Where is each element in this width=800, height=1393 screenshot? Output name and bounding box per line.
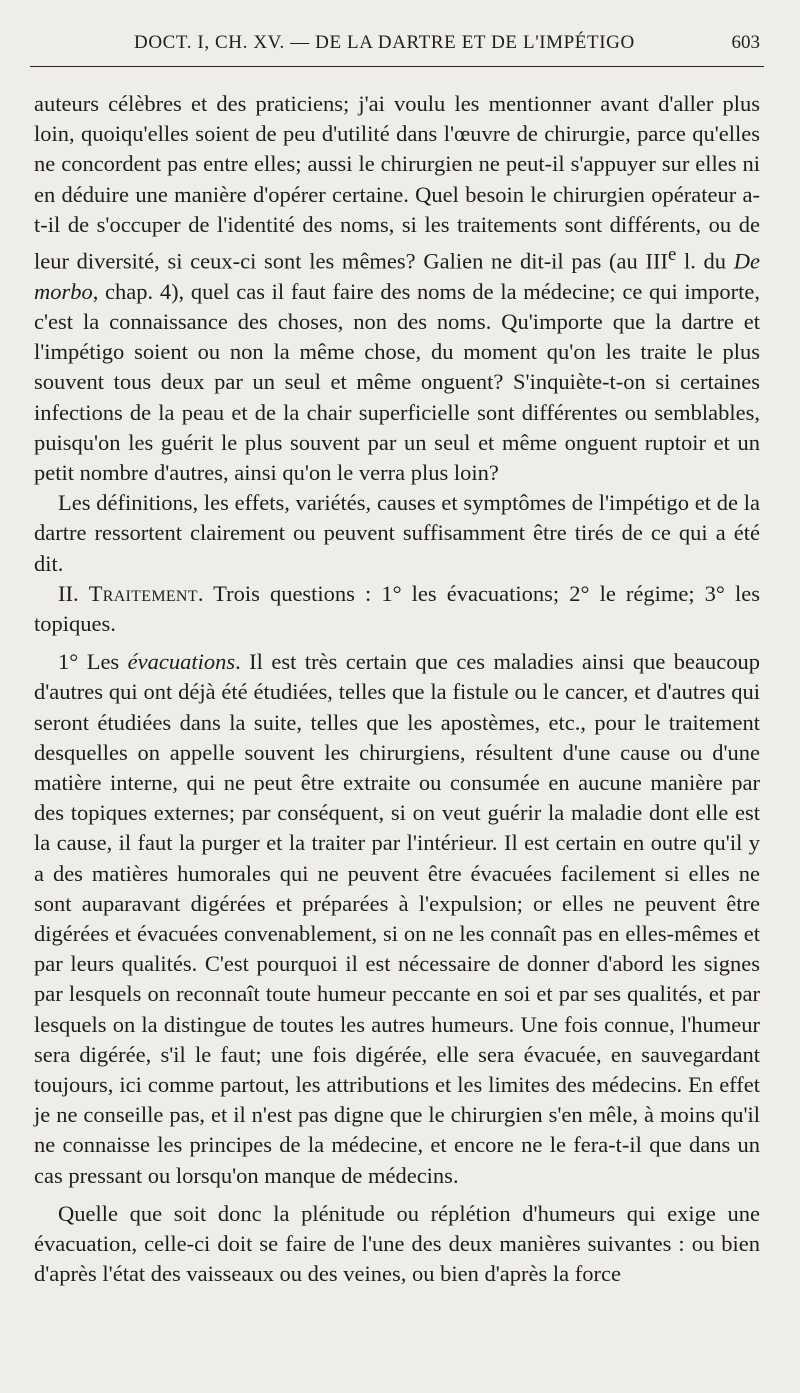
paragraph-treatment	[34, 579, 760, 639]
page-number: 603	[731, 32, 760, 53]
paragraph-text: , chap. 4), quel cas il faut faire des noms de la médecine; ce qui importe, c'est la connaissance des choses, non des noms. Qu'importe que la dartre et l'impétigo soient ou non la même chose, du moment qu'on les traite le plus souvent tous deux par un seul et même onguent? S'inquiète-t-on si certaines infections de la peau et de la chair superficielle sont différentes ou semblables, puisqu'on les guérit le plus souvent par un seul et même onguent ruptoir et un petit nombre d'autres, ainsi qu'on le verra plus loin?	[34, 278, 760, 485]
item-number: 1° Les	[58, 649, 128, 675]
superscript: e	[667, 244, 677, 266]
item-term: évacuations	[127, 649, 236, 675]
paragraph-gap	[34, 1191, 760, 1199]
header-rule	[30, 66, 764, 67]
running-head	[34, 30, 760, 60]
body-text	[34, 89, 760, 1289]
paragraph-definitions: Les définitions, les effets, variétés, causes et symptômes de l'impétigo et de la dartre ressortent clairement ou peuvent suffisamment être tirés de ce qui a été dit.	[34, 490, 760, 576]
paragraph-plenitude: Quelle que soit donc la plénitude ou réplétion d'humeurs qui exige une évacuation, celle-ci doit se faire de l'une des deux manières suivantes : ou bien d'après l'état des vaisseaux ou des veines, ou bien d'après la force	[34, 1200, 760, 1287]
paragraph-text: . Trois questions : 1° les évacuations; 2° le régime; 3° les topiques.	[34, 580, 760, 636]
paragraph-text: l. du	[676, 248, 734, 274]
paragraph-text: auteurs célèbres et des praticiens; j'ai voulu les mentionner avant d'aller plus loin, quoiqu'elles soient de peu d'utilité dans l'œuvre de chirurgie, parce qu'elles ne concordent pas entre elles; aussi le chirurgien ne peut-il s'appuyer sur elles ni en déduire une manière d'opérer certaine. Quel besoin le chirurgien opérateur a-t-il de s'occuper de l'identité des noms, si les traitements sont différents, ou de leur diversité, si ceux-ci sont les mêmes? Galien ne dit-il pas (au III	[34, 91, 760, 274]
section-numeral: II.	[58, 580, 89, 606]
paragraph-evacuations	[34, 647, 760, 1191]
running-title: DOCT. I, CH. XV. — DE LA DARTRE ET DE L'IMPÉTIGO	[134, 32, 635, 53]
paragraph-text: . Il est très certain que ces maladies ainsi que beaucoup d'autres qui ont déjà été étudiées, telles que la fistule ou le cancer, et d'autres qui seront étudiées dans la suite, telles que les apostèmes, etc., pour le traitement desquelles on appelle souvent les chirurgiens, résultent d'une cause ou d'une matière interne, qui ne peut être extraite ou consumée en aucune manière par des topiques externes; par conséquent, si on veut guérir la maladie dont elle est la cause, il faut la purger et la traiter par l'intérieur. Il est certain en outre qu'il y a des matières humorales qui ne peuvent être évacuées facilement si elles ne sont auparavant digérées et préparées à l'expulsion; or elles ne peuvent être digérées et évacuées convenablement, si on ne les connaît pas en elles-mêmes et par leurs qualités. C'est pourquoi il est nécessaire de donner d'abord les signes par lesquels on reconnaît toute humeur peccante en soi et par ses qualités, et par lesquels on la distingue de toutes les autres humeurs. Une fois connue, l'humeur sera digérée, s'il le faut; une fois digérée, elle sera évacuée, en sauvegardant toujours, ici comme partout, les attributions et les limites des médecins. En effet je ne conseille pas, et il n'est pas digne que le chirurgien s'en mêle, à moins qu'il ne connaisse les principes de la médecine, et encore ne le fera-t-il que dans un cas pressant ou lorsqu'on manque de médecins.	[34, 649, 761, 1188]
cited-title: De morbo	[34, 248, 760, 304]
section-heading: Traitement	[88, 580, 198, 606]
paragraph-gap	[34, 639, 760, 647]
paragraph-continuation	[34, 89, 760, 488]
